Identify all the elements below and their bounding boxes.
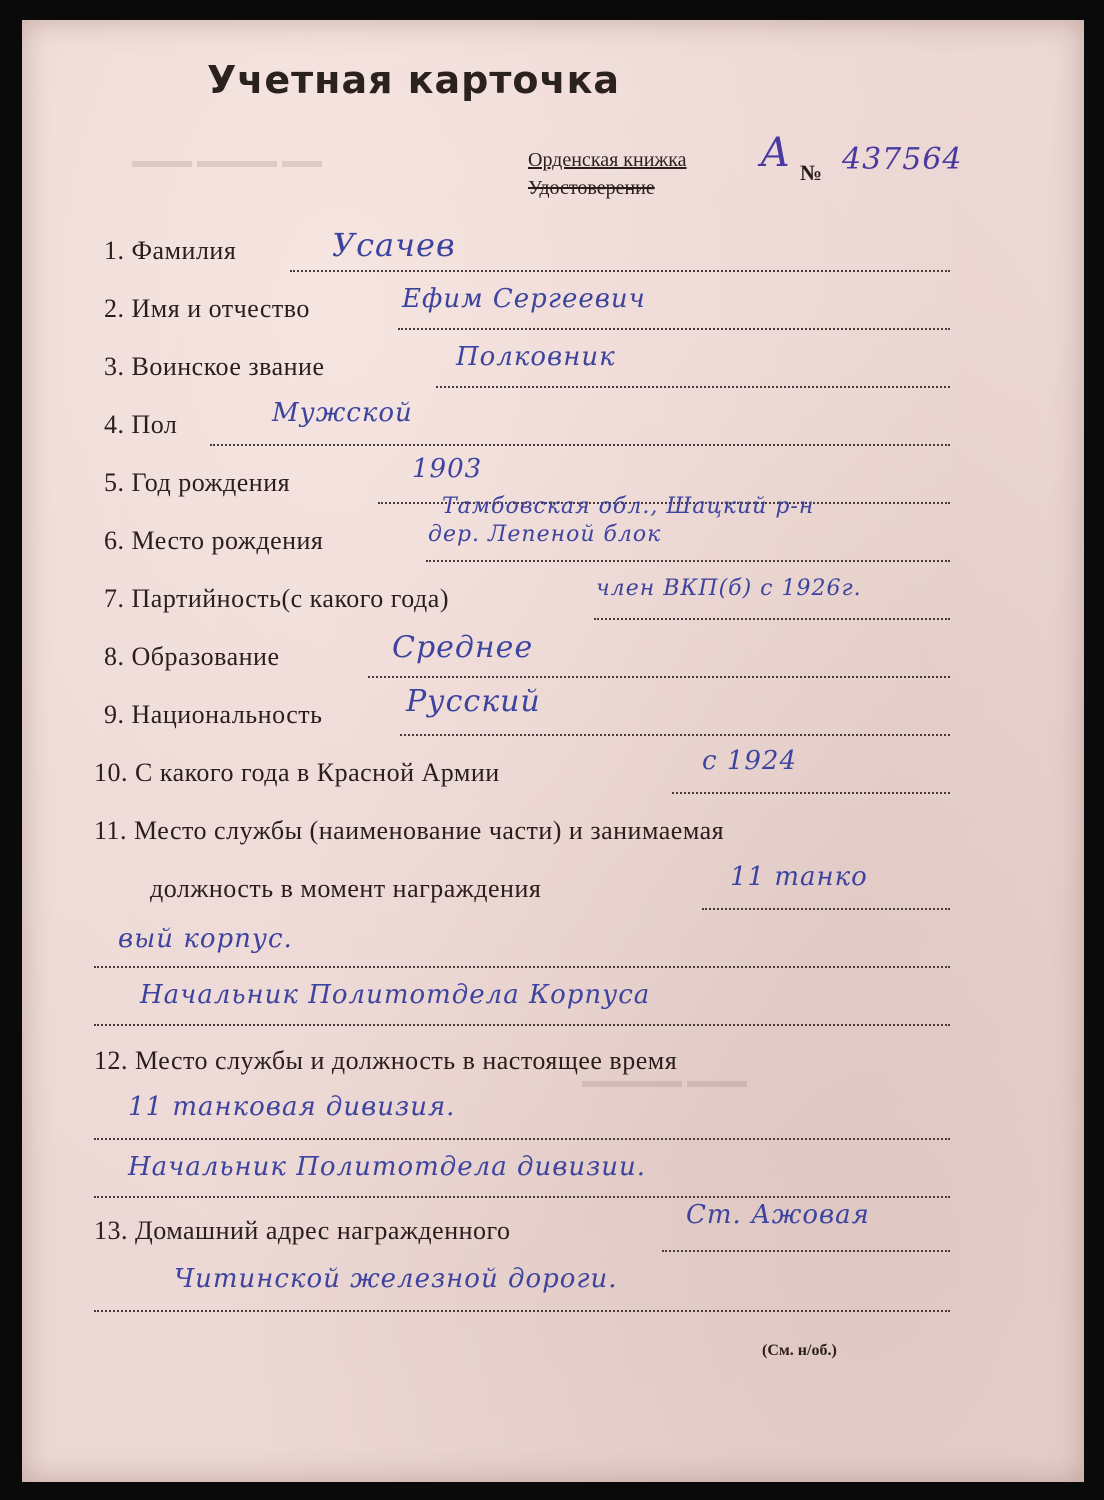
certificate-label: Удостоверение <box>528 177 655 199</box>
field-2-value: Ефим Сергеевич <box>402 284 646 314</box>
field-6-line <box>426 560 950 562</box>
field-3-value: Полковник <box>456 342 616 372</box>
field-4-line <box>210 444 950 446</box>
field-2-label: 2. Имя и отчество <box>104 294 310 323</box>
order-book-label: Орденская книжка <box>528 149 687 171</box>
field-11-label-line1: 11. Место службы (наименование части) и занимаемая <box>94 816 725 845</box>
show-through-text: ▬▬▬ ▬▬▬▬ ▬▬ <box>132 150 322 172</box>
field-5-label: 5. Год рождения <box>104 468 291 497</box>
field-11-line2 <box>94 966 950 968</box>
field-7-line <box>594 618 950 620</box>
field-7-label: 7. Партийность(с какого года) <box>104 584 449 613</box>
field-12-label: 12. Место службы и должность в настоящее время <box>94 1046 678 1075</box>
show-through-text: ▬▬▬▬▬ ▬▬▬ <box>582 1070 747 1092</box>
field-1-label: 1. Фамилия <box>104 236 237 265</box>
field-11-value-line1: 11 танко <box>730 862 868 892</box>
field-1-line <box>290 270 950 272</box>
field-10-line <box>672 792 950 794</box>
field-12-line1 <box>94 1138 950 1140</box>
field-4-label: 4. Пол <box>104 410 178 439</box>
field-11-value-line3: Начальник Политотдела Корпуса <box>140 980 651 1010</box>
field-8-label: 8. Образование <box>104 642 280 671</box>
field-3-line <box>436 386 950 388</box>
field-11-line3 <box>94 1024 950 1026</box>
field-6-value-line2: дер. Лепеной блок <box>428 522 662 547</box>
field-13-value-line1: Ст. Ажовая <box>686 1200 870 1230</box>
field-10-value: с 1924 <box>702 746 797 776</box>
field-11-line1 <box>702 908 950 910</box>
field-9-label: 9. Национальность <box>104 700 323 729</box>
order-number: 437564 <box>842 142 963 177</box>
field-13-value-line2: Читинской железной дороги. <box>174 1264 618 1294</box>
field-13-label: 13. Домашний адрес награжденного <box>94 1216 511 1245</box>
field-7-value: член ВКП(б) с 1926г. <box>596 576 862 601</box>
field-13-line1 <box>662 1250 950 1252</box>
field-8-line <box>368 676 950 678</box>
order-book-header <box>528 146 687 202</box>
field-10-label: 10. С какого года в Красной Армии <box>94 758 500 787</box>
field-5-value: 1903 <box>412 454 483 484</box>
see-reverse-note: (См. н/об.) <box>762 1342 837 1359</box>
registration-card <box>22 20 1084 1482</box>
field-9-line <box>400 734 950 736</box>
field-12-line2 <box>94 1196 950 1198</box>
field-8-value: Среднее <box>392 630 534 665</box>
number-sign: № <box>800 160 823 185</box>
field-12-value-line1: 11 танковая дивизия. <box>128 1092 456 1122</box>
order-series: А <box>760 130 792 176</box>
field-9-value: Русский <box>406 684 541 719</box>
field-1-value: Усачев <box>332 226 456 264</box>
field-4-value: Мужской <box>272 398 413 428</box>
field-3-label: 3. Воинское звание <box>104 352 325 381</box>
field-11-label-line2: должность в момент награждения <box>150 874 542 903</box>
card-title: Учетная карточка <box>207 58 620 102</box>
field-6-label: 6. Место рождения <box>104 526 324 555</box>
field-13-line2 <box>94 1310 950 1312</box>
field-6-value-line1: Тамбовская обл., Шацкий р-н <box>442 494 815 519</box>
field-11-value-line2: вый корпус. <box>118 924 293 954</box>
field-12-value-line2: Начальник Политотдела дивизии. <box>128 1152 647 1182</box>
field-2-line <box>398 328 950 330</box>
